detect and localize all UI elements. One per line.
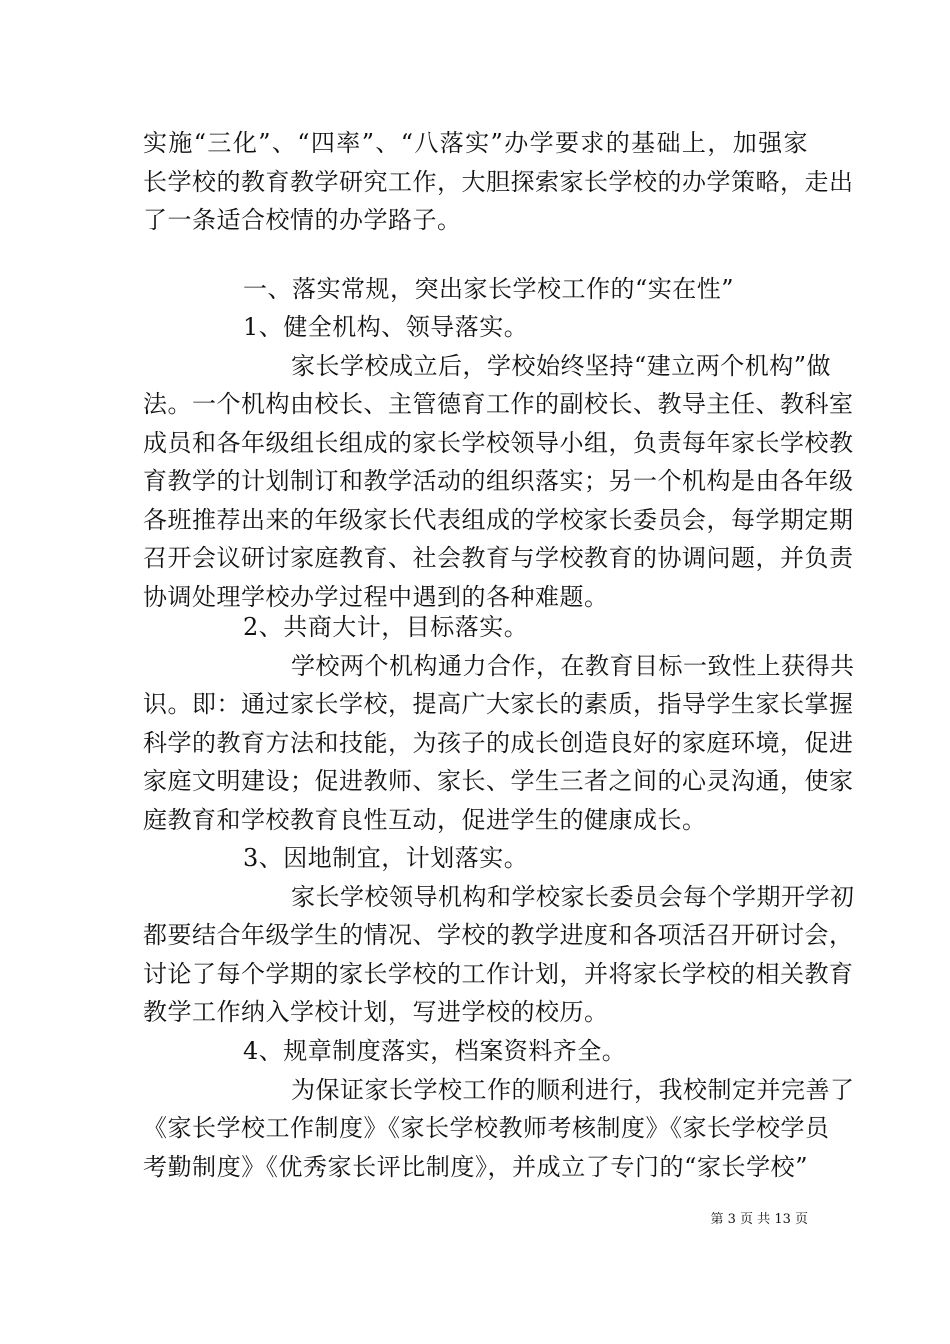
text-line: 讨论了每个学期的家长学校的工作计划，并将家长学校的相关教育 — [143, 959, 854, 988]
text-line: 了一条适合校情的办学路子。 — [143, 206, 462, 234]
text-line: 《家长学校工作制度》《家长学校教师考核制度》《家长学校学员 — [143, 1114, 830, 1142]
section-heading — [143, 270, 808, 309]
item3 — [143, 839, 855, 1032]
text-line: 家庭文明建设；促进教师、家长、学生三者之间的心灵沟通，使家 — [143, 767, 854, 795]
text-line: 学校两个机构通力合作，在教育目标一致性上获得共 — [291, 651, 855, 680]
text-line: 实施“三化”、“四率”、“八落实”办学要求的基础上，加强家 — [143, 129, 808, 157]
text-line: 为保证家长学校工作的顺利进行，我校制定并完善了 — [291, 1075, 855, 1104]
text-line: 法。一个机构由校长、主管德育工作的副校长、教导主任、教科室 — [143, 390, 854, 418]
page-number: 第 3 页 共 13 页 — [710, 1212, 808, 1227]
item2-heading: 2、共商大计，目标落实。 — [243, 613, 529, 641]
item4 — [143, 1032, 855, 1186]
text-line: 教学工作纳入学校计划，写进学校的校历。 — [143, 998, 609, 1026]
text-line: 家长学校领导机构和学校家长委员会每个学期开学初 — [291, 882, 855, 911]
text-line: 家长学校成立后，学校始终坚持“建立两个机构”做 — [291, 351, 832, 380]
text-line: 召开会议研讨家庭教育、社会教育与学校教育的协调问题，并负责 — [143, 544, 854, 572]
text-line: 成员和各年级组长组成的家长学校领导小组，负责每年家长学校教 — [143, 428, 854, 457]
section1-heading: 一、落实常规，突出家长学校工作的“实在性” — [243, 275, 735, 303]
text-line: 育教学的计划制订和教学活动的组织落实；另一个机构是由各年级 — [143, 467, 854, 495]
item2 — [143, 608, 855, 839]
text-line: 科学的教育方法和技能，为孩子的成长创造良好的家庭环境，促进 — [143, 728, 854, 757]
item3-heading: 3、因地制宜，计划落实。 — [243, 844, 529, 872]
text-line: 各班推荐出来的年级家长代表组成的学校家长委员会，每学期定期 — [143, 505, 854, 534]
text-line: 协调处理学校办学过程中遇到的各种难题。 — [143, 582, 609, 611]
item1 — [143, 308, 854, 616]
intro-paragraph — [143, 124, 854, 240]
item4-heading: 4、规章制度落实，档案资料齐全。 — [243, 1037, 627, 1065]
text-line: 庭教育和学校教育良性互动，促进学生的健康成长。 — [143, 805, 707, 834]
text-line: 识。即：通过家长学校，提高广大家长的素质，指导学生家长掌握 — [143, 690, 854, 718]
item1-heading: 1、健全机构、领导落实。 — [243, 313, 529, 341]
text-line: 都要结合年级学生的情况、学校的教学进度和各项活召开研讨会， — [143, 921, 854, 949]
text-line: 考勤制度》《优秀家长评比制度》，并成立了专门的“家长学校” — [143, 1152, 808, 1181]
text-line: 长学校的教育教学研究工作，大胆探索家长学校的办学策略，走出 — [143, 167, 854, 196]
